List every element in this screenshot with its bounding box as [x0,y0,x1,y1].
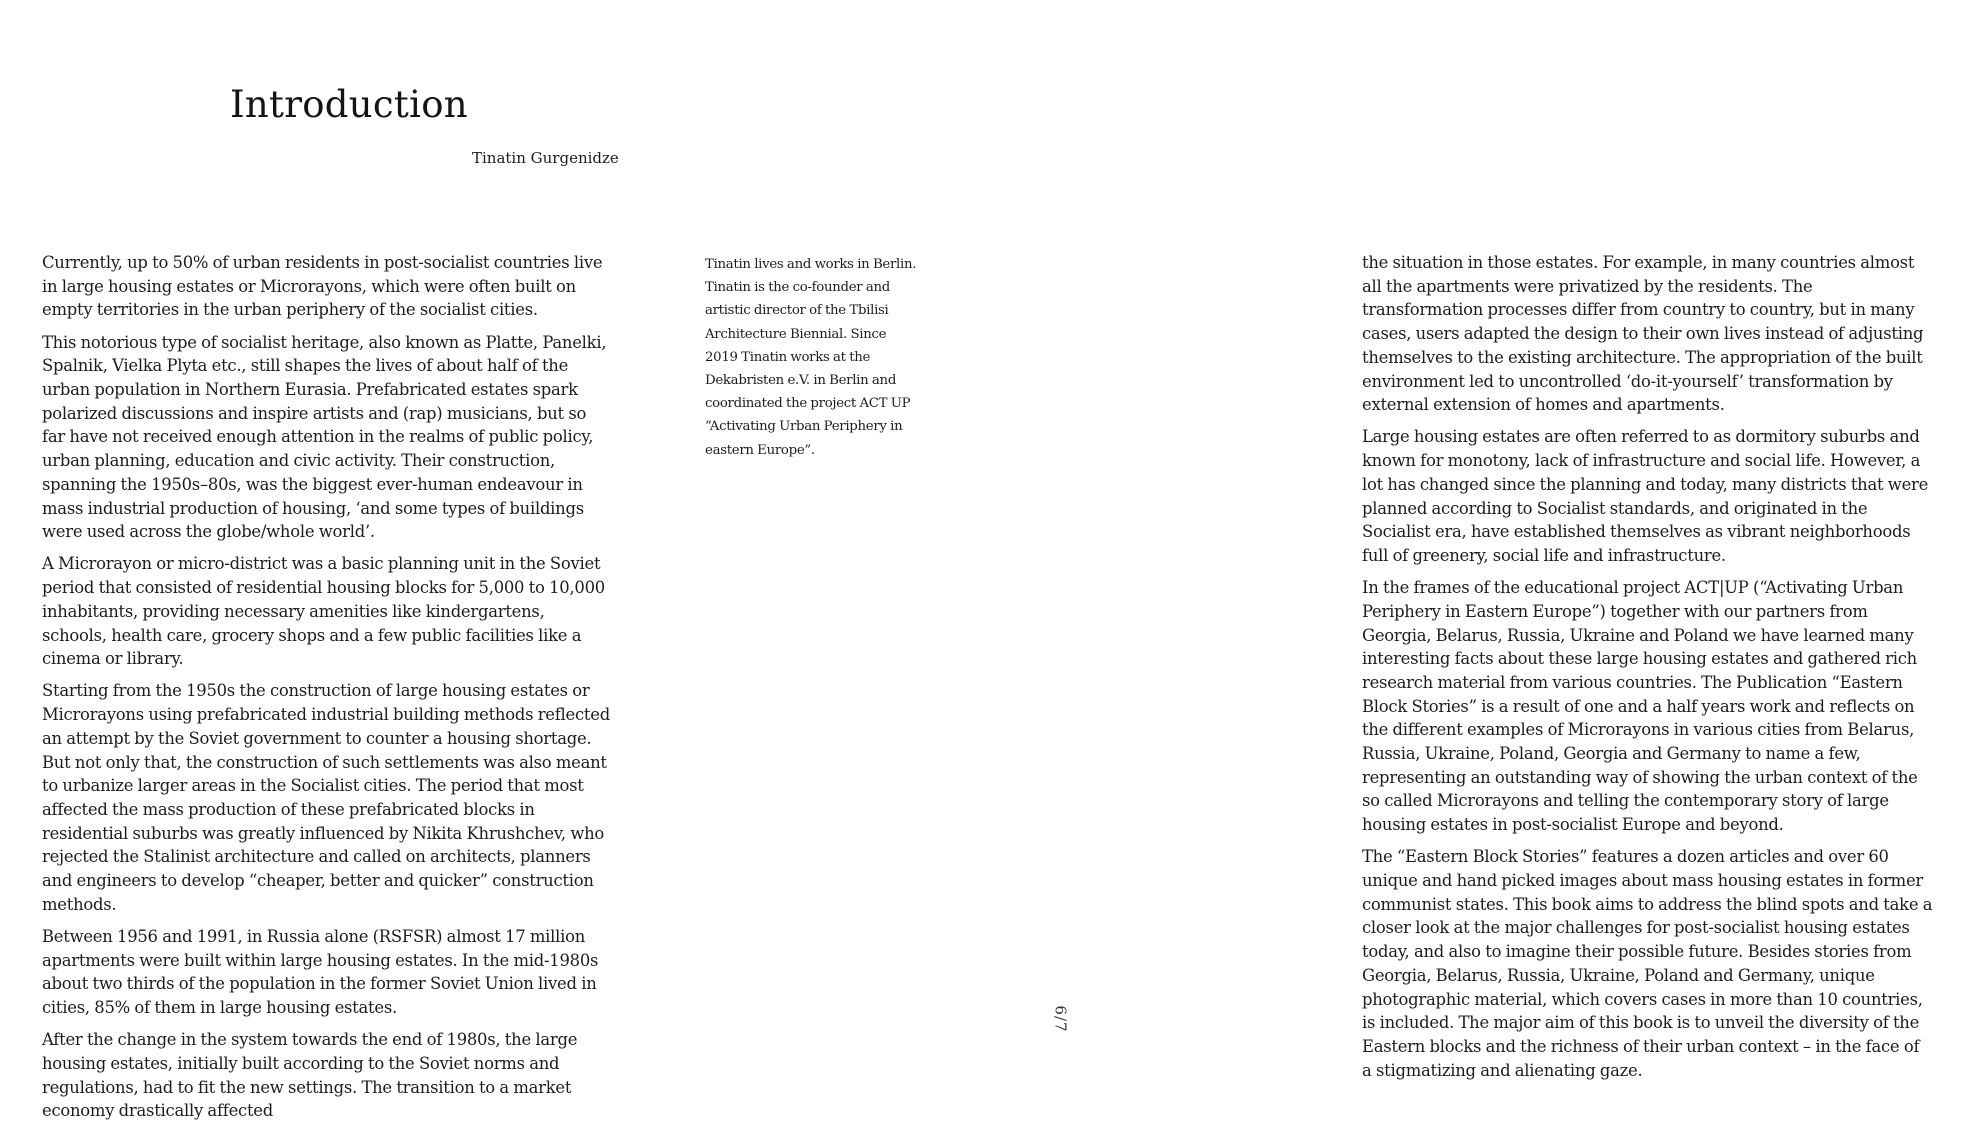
bio-line: Dekabristen e.V. in Berlin and [705,373,897,389]
paragraph: Large housing estates are often referred to as dormitory suburbs and known for monotony, lack of infrastructure and social life. However, a lot has changed since the planning and today, many districts that were planned according to Socialist standards, and originated in the Socialist era, have established themselves as vibrant neighborhoods full of greenery, social life and infrastructure. [1362,427,1929,565]
paragraph: the situation in those estates. For example, in many countries almost all the apartments were privatized by the residents. The transformation processes differ from country to country, but in many cases, users adapted the design to their own lives instead of adjusting themselves to the existing architecture. The appropriation of the built environment led to uncontrolled ‘do-it-yourself’ transformation by external extension of homes and apartments. [1362,253,1924,415]
paragraph: This notorious type of socialist heritage, also known as Platte, Panelki, Spalnik, Vielka Plyta etc., still shapes the lives of about half of the urban population in Northern Eurasia. Prefabricated estates spark polarized discussions and inspire artists and (rap) musicians, but so far have not received enough attention in the realms of public policy, urban planning, education and civic activity. Their construction, spanning the 1950s–80s, was the biggest ever-human endeavour in mass industrial production of housing, ‘and some types of buildings were used across the globe/whole world’. [42,332,607,542]
author-name: Tinatin Gurgenidze [472,149,619,167]
bio-line: coordinated the project ACT UP [705,396,911,412]
bio-line: Tinatin is the co-founder and [705,280,890,296]
bio-line: Tinatin lives and works in Berlin. [705,257,917,272]
paragraph: After the change in the system towards the end of 1980s, the large housing estates, initially built according to the Soviet norms and regulations, had to fit the new settings. The transition to a market economy drastically affected [42,1030,578,1121]
bio-line: Architecture Biennial. Since [705,326,887,342]
paragraph: Between 1956 and 1991, in Russia alone (RSFSR) almost 17 million apartments were built within large housing estates. In the mid-1980s about two thirds of the population in the former Soviet Union lived in cities, 85% of them in large housing estates. [42,926,599,1018]
paragraph: A Microrayon or micro-district was a basic planning unit in the Soviet period that consisted of residential housing blocks for 5,000 to 10,000 inhabitants, providing necessary amenities like kindergartens, schools, health care, grocery shops and a few public facilities like a cinema or library. [42,554,605,669]
paragraph: The “Eastern Block Stories” features a dozen articles and over 60 unique and hand picked images about mass housing estates in former communist states. This book aims to address the blind spots and take a closer look at the major challenges for post-socialist housing estates today, and also to imagine their possible future. Besides stories from Georgia, Belarus, Russia, Ukraine, Poland and Germany, unique photographic material, which covers cases in more than 10 countries, is included. The major aim of this book is to unveil the diversity of the Eastern blocks and the richness of their urban context – in the face of a stigmatizing and alienating gaze. [1362,847,1933,1080]
paragraph: Starting from the 1950s the construction of large housing estates or Microrayons using prefabricated industrial building methods reflected an attempt by the Soviet government to counter a housing shortage. But not only that, the construction of such settlements was also meant to urbanize larger areas in the Socialist cities. The period that most affected the mass production of these prefabricated blocks in residential suburbs was greatly influenced by Nikita Khrushchev, who rejected the Stalinist architecture and called on architects, planners and engineers to develop “cheaper, better and quicker” construction methods. [42,681,610,914]
page-title: Introduction [230,83,468,126]
bio-line: “Activating Urban Periphery in [705,419,903,435]
page-number: 6/7 [1051,1005,1070,1033]
bio-line: artistic director of the Tbilisi [705,303,889,319]
left-text-column [42,251,612,1132]
author-bio-sidenote [705,253,930,462]
paragraph: In the frames of the educational project ACT|UP (“Activating Urban Periphery in Eastern Europe”) together with our partners from Georgia, Belarus, Russia, Ukraine and Poland we have learned many interesting facts about these large housing estates and gathered rich research material from various countries. The Publication “Eastern Block Stories” is a result of one and a half years work and reflects on the different examples of Microrayons in various cities from Belarus, Russia, Ukraine, Poland, Georgia and Germany to name a few, representing an outstanding way of showing the urban context of the so called Microrayons and telling the contemporary story of large housing estates in post-socialist Europe and beyond. [1362,578,1918,835]
paragraph: Currently, up to 50% of urban residents in post-socialist countries live in large housing estates or Microrayons, which were often built on empty territories in the urban periphery of the socialist cities. [42,253,603,320]
right-text-column [1362,251,1933,1091]
bio-line: 2019 Tinatin works at the [705,349,871,365]
bio-line: eastern Europe”. [705,442,815,458]
